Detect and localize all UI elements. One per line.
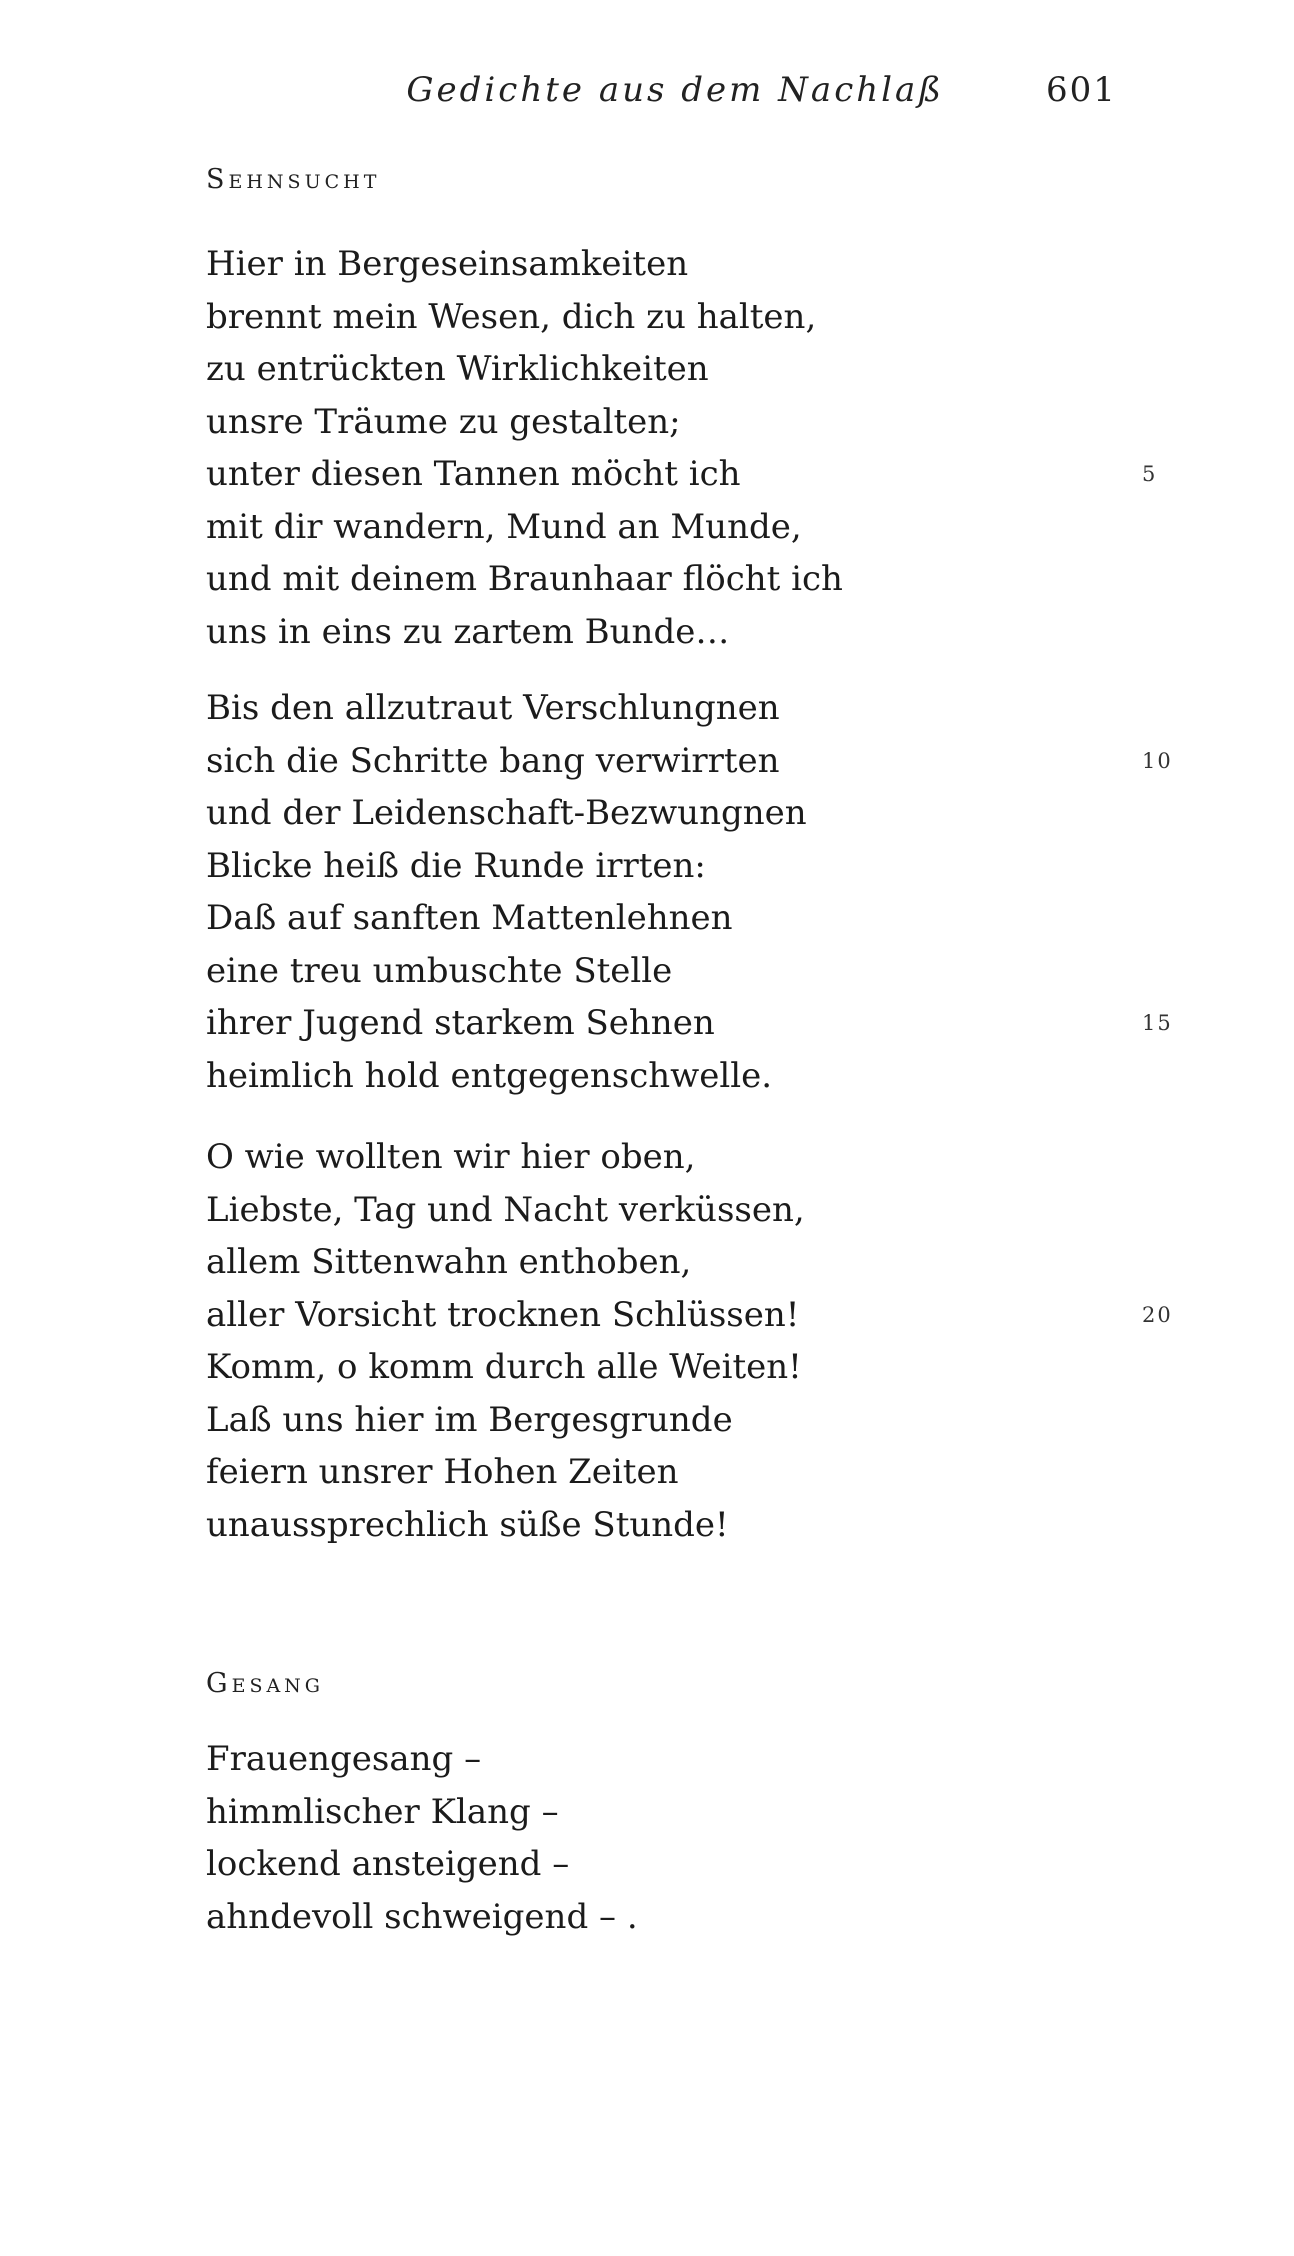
poem-title-sehnsucht: Sehnsucht — [206, 164, 381, 195]
verse-line: Liebste, Tag und Nacht verküssen, — [206, 1189, 805, 1230]
verse-line-10 — [206, 735, 1173, 788]
verse-line: Komm, o komm durch alle Weiten! — [206, 1347, 802, 1387]
verse-text: ihrer Jugend starkem Sehnen — [206, 1003, 715, 1043]
verse-line: allem Sittenwahn enthoben, — [206, 1242, 692, 1282]
running-head — [0, 70, 1294, 130]
verse-line: Bis den allzutraut Verschlungnen — [206, 688, 780, 728]
line-number-15: 15 — [1142, 1011, 1173, 1035]
stanza-1 — [206, 238, 1158, 658]
verse-line: eine treu umbuschte Stelle — [206, 950, 673, 991]
page-number: 601 — [1046, 70, 1117, 110]
verse-text: unter diesen Tannen möcht ich — [206, 454, 741, 494]
verse-line-20 — [206, 1289, 1173, 1342]
verse-line: uns in eins zu zartem Bunde… — [206, 611, 730, 652]
verse-line: feiern unsrer Hohen Zeiten — [206, 1452, 679, 1492]
verse-line: ahndevoll schweigend – . — [206, 1896, 638, 1937]
verse-line: unaussprechlich süße Stunde! — [206, 1504, 729, 1545]
verse-line: zu entrückten Wirklichkeiten — [206, 349, 709, 389]
verse-line-15 — [206, 997, 1173, 1050]
verse-line: O wie wollten wir hier oben, — [206, 1137, 696, 1177]
line-number-10: 10 — [1142, 748, 1173, 773]
stanza-3 — [206, 1131, 1173, 1551]
verse-text: aller Vorsicht trocknen Schlüssen! — [206, 1294, 800, 1335]
line-number-20: 20 — [1142, 1302, 1173, 1327]
poem-title-gesang: Gesang — [206, 1668, 324, 1699]
verse-line: Daß auf sanften Mattenlehnen — [206, 898, 733, 938]
verse-line: Blicke heiß die Runde irrten: — [206, 845, 706, 886]
verse-line: und der Leidenschaft-Bezwungnen — [206, 793, 807, 833]
verse-line: und mit deinem Braunhaar flöcht ich — [206, 559, 843, 599]
running-title: Gedichte aus dem Nachlaß — [406, 70, 944, 110]
line-number-5: 5 — [1142, 462, 1158, 486]
verse-line: himmlischer Klang – — [206, 1791, 559, 1832]
verse-text: sich die Schritte bang verwirrten — [206, 740, 780, 781]
verse-line: Hier in Bergeseinsamkeiten — [206, 244, 689, 284]
verse-line: unsre Träume zu gestalten; — [206, 401, 681, 442]
verse-line: Frauengesang – — [206, 1739, 482, 1779]
verse-line: lockend ansteigend – — [206, 1844, 570, 1884]
stanza-2 — [206, 682, 1173, 1102]
verse-line: brennt mein Wesen, dich zu halten, — [206, 296, 817, 337]
stanza-gesang — [206, 1733, 1086, 1943]
verse-line-5 — [206, 448, 1158, 501]
verse-line: heimlich hold entgegenschwelle. — [206, 1055, 773, 1096]
verse-line: mit dir wandern, Mund an Munde, — [206, 506, 802, 547]
verse-line: Laß uns hier im Bergesgrunde — [206, 1399, 733, 1440]
